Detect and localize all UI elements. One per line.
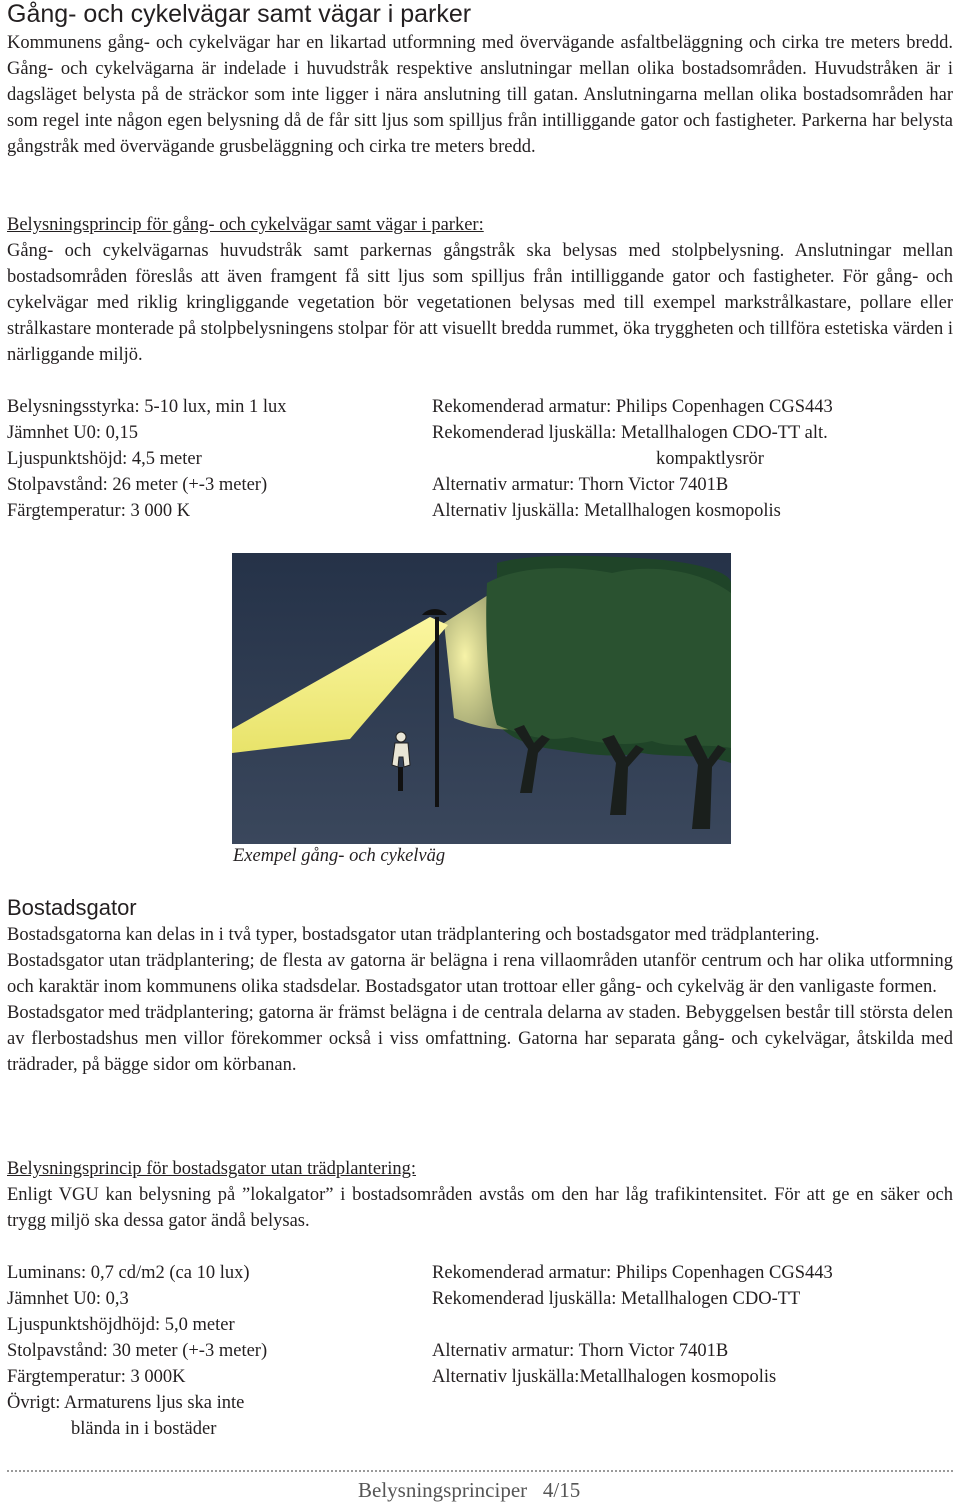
section-title-residential-streets: Bostadsgator <box>7 895 137 920</box>
paths-specs-left <box>7 394 287 524</box>
spec-pole-spacing: Stolpavstånd: 30 meter (+-3 meter) <box>7 1341 268 1361</box>
paths-principle-block <box>7 212 953 368</box>
footer-page-number: 4/15 <box>542 1478 581 1502</box>
footer <box>358 1478 580 1503</box>
spec-other: Övrigt: Armaturens ljus ska inte <box>7 1393 245 1413</box>
spec-color-temperature: Färgtemperatur: 3 000 K <box>7 501 191 521</box>
section-title-paths: Gång- och cykelvägar samt vägar i parker <box>7 0 472 28</box>
spec-alternative-luminaire: Alternativ armatur: Thorn Victor 7401B <box>432 1341 729 1361</box>
night-path-illustration <box>232 553 731 844</box>
spec-recommended-lamp-cont: kompaktlysrör <box>656 449 764 469</box>
streets-principle-heading: Belysningsprincip för bostadsgator utan trädplantering: <box>7 1159 416 1179</box>
footer-divider <box>7 1470 953 1472</box>
spec-alternative-luminaire: Alternativ armatur: Thorn Victor 7401B <box>432 475 729 495</box>
spec-recommended-lamp: Rekomenderad ljuskälla: Metallhalogen CDO-TT <box>432 1289 801 1309</box>
spec-recommended-luminaire: Rekomenderad armatur: Philips Copenhagen CGS443 <box>432 397 833 417</box>
streets-description <box>7 922 953 1078</box>
spec-luminance: Luminans: 0,7 cd/m2 (ca 10 lux) <box>7 1263 250 1283</box>
spec-other-cont: blända in i bostäder <box>71 1419 217 1439</box>
spec-uniformity: Jämnhet U0: 0,3 <box>7 1289 129 1309</box>
spec-color-temperature: Färgtemperatur: 3 000K <box>7 1367 186 1387</box>
streets-para-2: Bostadsgator utan trädplantering; de flesta av gatorna är belägna i rena villaområden utanför centrum och har olika utformning och karaktär inom kommunens olika stadsdelar. Bostadsgator utan trottoar eller gång- och cykelväg är den vanligaste formen. <box>7 951 953 997</box>
spec-recommended-lamp: Rekomenderad ljuskälla: Metallhalogen CDO-TT alt. <box>432 423 828 443</box>
paths-specs-right <box>432 394 833 524</box>
spec-alternative-lamp: Alternativ ljuskälla: Metallhalogen kosmopolis <box>432 501 781 521</box>
streets-para-1: Bostadsgatorna kan delas in i två typer, bostadsgator utan trädplantering och bostadsgator med trädplantering. <box>7 925 820 945</box>
streets-principle-text: Enligt VGU kan belysning på ”lokalgator” i bostadsområden avstås om den har låg trafikintensitet. För att ge en säker och trygg miljö ska dessa gator ändå belysas. <box>7 1185 953 1231</box>
spec-uniformity: Jämnhet U0: 0,15 <box>7 423 139 443</box>
streets-para-3: Bostadsgator med trädplantering; gatorna är främst belägna i de centrala delarna av staden. Bebyggelsen består till största delen av flerbostadshus men villor förekommer också i viss omfattning. Gatorna har separata gång- och cykelvägar, åtskilda med trädrader, på bägge sidor om körbanan. <box>7 1003 953 1075</box>
spec-pole-spacing: Stolpavstånd: 26 meter (+-3 meter) <box>7 475 268 495</box>
spec-recommended-luminaire: Rekomenderad armatur: Philips Copenhagen CGS443 <box>432 1263 833 1283</box>
illustration-caption: Exempel gång- och cykelväg <box>233 846 446 866</box>
tree-canopy-front <box>486 568 731 748</box>
spec-alternative-lamp: Alternativ ljuskälla:Metallhalogen kosmopolis <box>432 1367 777 1387</box>
paths-intro-text: Kommunens gång- och cykelvägar har en likartad utformning med övervägande asfaltbeläggning och cirka tre meters bredd. Gång- och cykelvägarna är indelade i huvudstråk respektive anslutningar mellan olika bostadsområden. Huvudstråken är i dagsläget belysta på de sträckor som inte ligger i nära anslutning till gatan. Anslutningarna mellan olika bostadsområden har som regel inte någon egen belysning då de får sitt ljus som spilljus från intilliggande gator och fastigheter. Parkerna har belysta gångstråk med övervägande grusbeläggning och cirka tre meters bredd. <box>7 33 953 157</box>
spec-mounting-height: Ljuspunktshöjd: 4,5 meter <box>7 449 202 469</box>
spec-illuminance: Belysningsstyrka: 5-10 lux, min 1 lux <box>7 397 287 417</box>
lamp-post <box>435 617 439 807</box>
footer-doc-title: Belysningsprinciper <box>358 1478 528 1502</box>
paths-principle-text: Gång- och cykelvägarnas huvudstråk samt parkernas gångstråk ska belysas med stolpbelysning. Anslutningar mellan bostadsområden föreslås att även framgent få sitt ljus som spilljus från intilliggande gator och fastigheter. För gång- och cykelvägar med riklig kringliggande vegetation bör vegetationen belysas med till exempel markstrålkastare, pollare eller strålkastare monterade på stolpbelysningens stolpar för att visuellt bredda rummet, öka tryggheten och tillföra estetiska värden i närliggande miljö. <box>7 241 953 365</box>
night-path-illustration-svg <box>232 553 731 844</box>
paths-principle-heading: Belysningsprincip för gång- och cykelvägar samt vägar i parker: <box>7 215 484 235</box>
streets-specs-left <box>7 1260 267 1442</box>
streets-principle-block <box>7 1156 953 1234</box>
streets-specs-right <box>432 1260 833 1390</box>
spec-spacer <box>432 1312 833 1338</box>
spec-mounting-height: Ljuspunktshöjdhöjd: 5,0 meter <box>7 1315 235 1335</box>
paths-intro-paragraph <box>7 30 953 160</box>
